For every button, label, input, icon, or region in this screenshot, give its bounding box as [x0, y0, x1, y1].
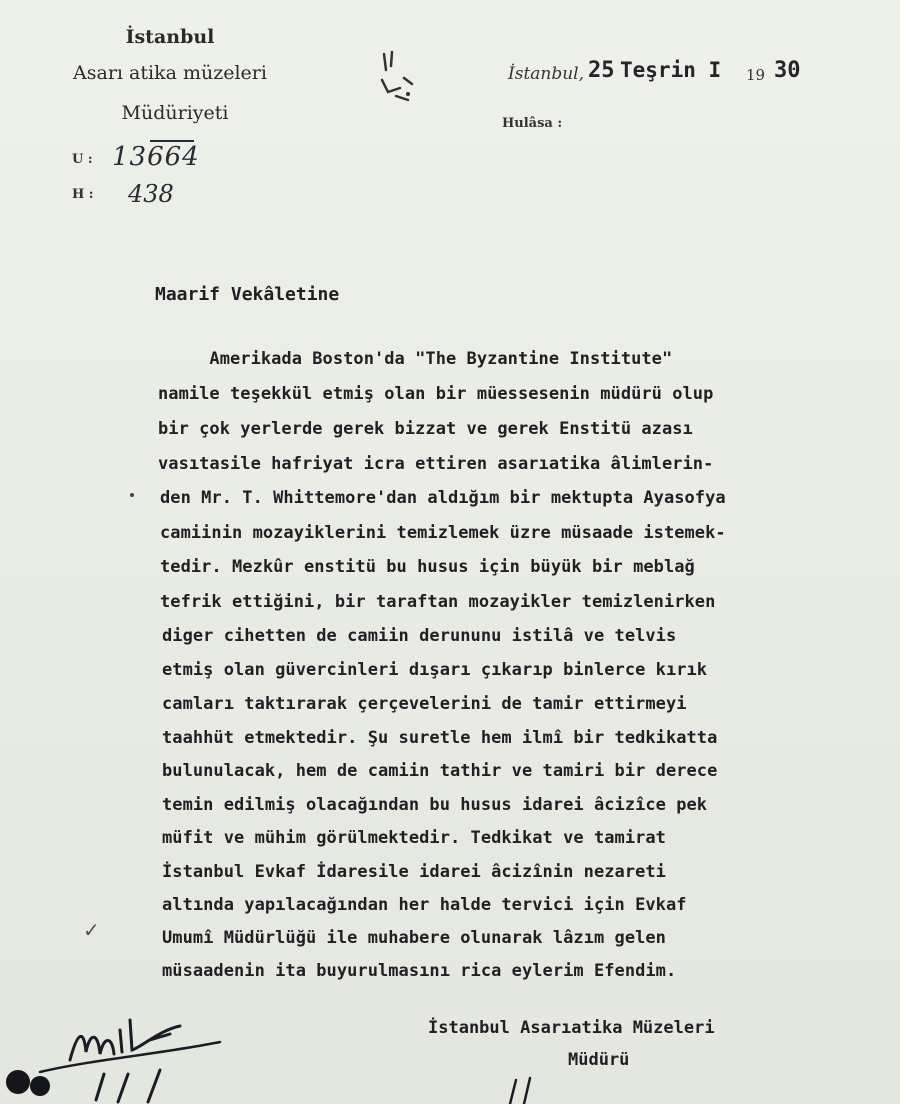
summary-label: Hulâsa :	[502, 116, 563, 131]
body-line: temin edilmiş olacağından bu husus idarei âcizîce pek	[162, 795, 708, 815]
body-line: bir çok yerlerde gerek bizzat ve gerek Enstitü azası	[158, 419, 693, 439]
date-century: 19	[746, 66, 766, 84]
body-line: Amerikada Boston'da "The Byzantine Institute"	[158, 349, 673, 369]
body-line: bulunulacak, hem de camiin tathir ve tamiri bir derece	[162, 761, 718, 781]
letterhead-directorate: Müdüriyeti	[121, 102, 229, 124]
body-line: etmiş olan güvercinleri dışarı çıkarıp binlerce kırık	[162, 660, 708, 680]
body-line: İstanbul Evkaf İdaresile idarei âcizînin nezareti	[162, 862, 666, 882]
ref-h-number: 438	[128, 180, 174, 208]
body-line: namile teşekkül etmiş olan bir müessesenin müdürü olup	[158, 384, 714, 404]
body-line: taahhüt etmektedir. Şu suretle hem ilmî bir tedkikatta	[162, 728, 718, 748]
body-line: tefrik ettiğini, bir taraftan mozayikler temizlenirken	[160, 592, 716, 612]
body-line: vasıtasile hafriyat icra ettiren asarıatika âlimlerin-	[158, 454, 714, 474]
date-city: İstanbul,	[508, 64, 585, 84]
date-year: 30	[774, 58, 801, 83]
date-day: 25	[588, 58, 615, 83]
signature-title: İstanbul Asarıatika Müzeleri	[428, 1018, 715, 1038]
body-line: altında yapılacağından her halde tervici için Evkaf	[162, 895, 687, 915]
signature-scribble	[490, 1070, 550, 1104]
date-month: Teşrin I	[620, 58, 722, 82]
body-line: den Mr. T. Whittemore'dan aldığım bir mektupta Ayasofya	[160, 488, 726, 508]
signature-role: Müdürü	[568, 1050, 630, 1070]
check-mark-icon: ✓	[83, 918, 100, 942]
body-line: camiinin mozayiklerini temizlemek üzre müsaade istemek-	[160, 523, 726, 543]
body-line: Umumî Müdürlüğü ile muhabere olunarak lâzım gelen	[162, 928, 666, 948]
margin-dot	[130, 493, 134, 497]
letterhead-city: İstanbul	[125, 26, 215, 48]
handwritten-annotation-scribble	[0, 990, 260, 1104]
ref-h-label: H :	[72, 187, 94, 202]
date-line	[508, 56, 888, 96]
letterhead-institution: Asarı atika müzeleri	[73, 62, 267, 84]
addressee: Maarif Vekâletine	[155, 284, 340, 305]
ink-stamp-mark	[378, 48, 418, 108]
body-line: müsaadenin ita buyurulmasını rica eylerim Efendim.	[162, 961, 677, 981]
body-line: camları taktırarak çerçevelerini de tamir ettirmeyi	[162, 694, 687, 714]
body-line: diger cihetten de camiin derununu istilâ ve telvis	[162, 626, 677, 646]
body-line: tedir. Mezkûr enstitü bu husus için büyük bir meblağ	[160, 557, 695, 577]
ref-u-label: U :	[72, 152, 93, 167]
body-line: müfit ve mühim görülmektedir. Tedkikat ve tamirat	[162, 828, 666, 848]
ref-u-number: 13664	[112, 142, 200, 172]
